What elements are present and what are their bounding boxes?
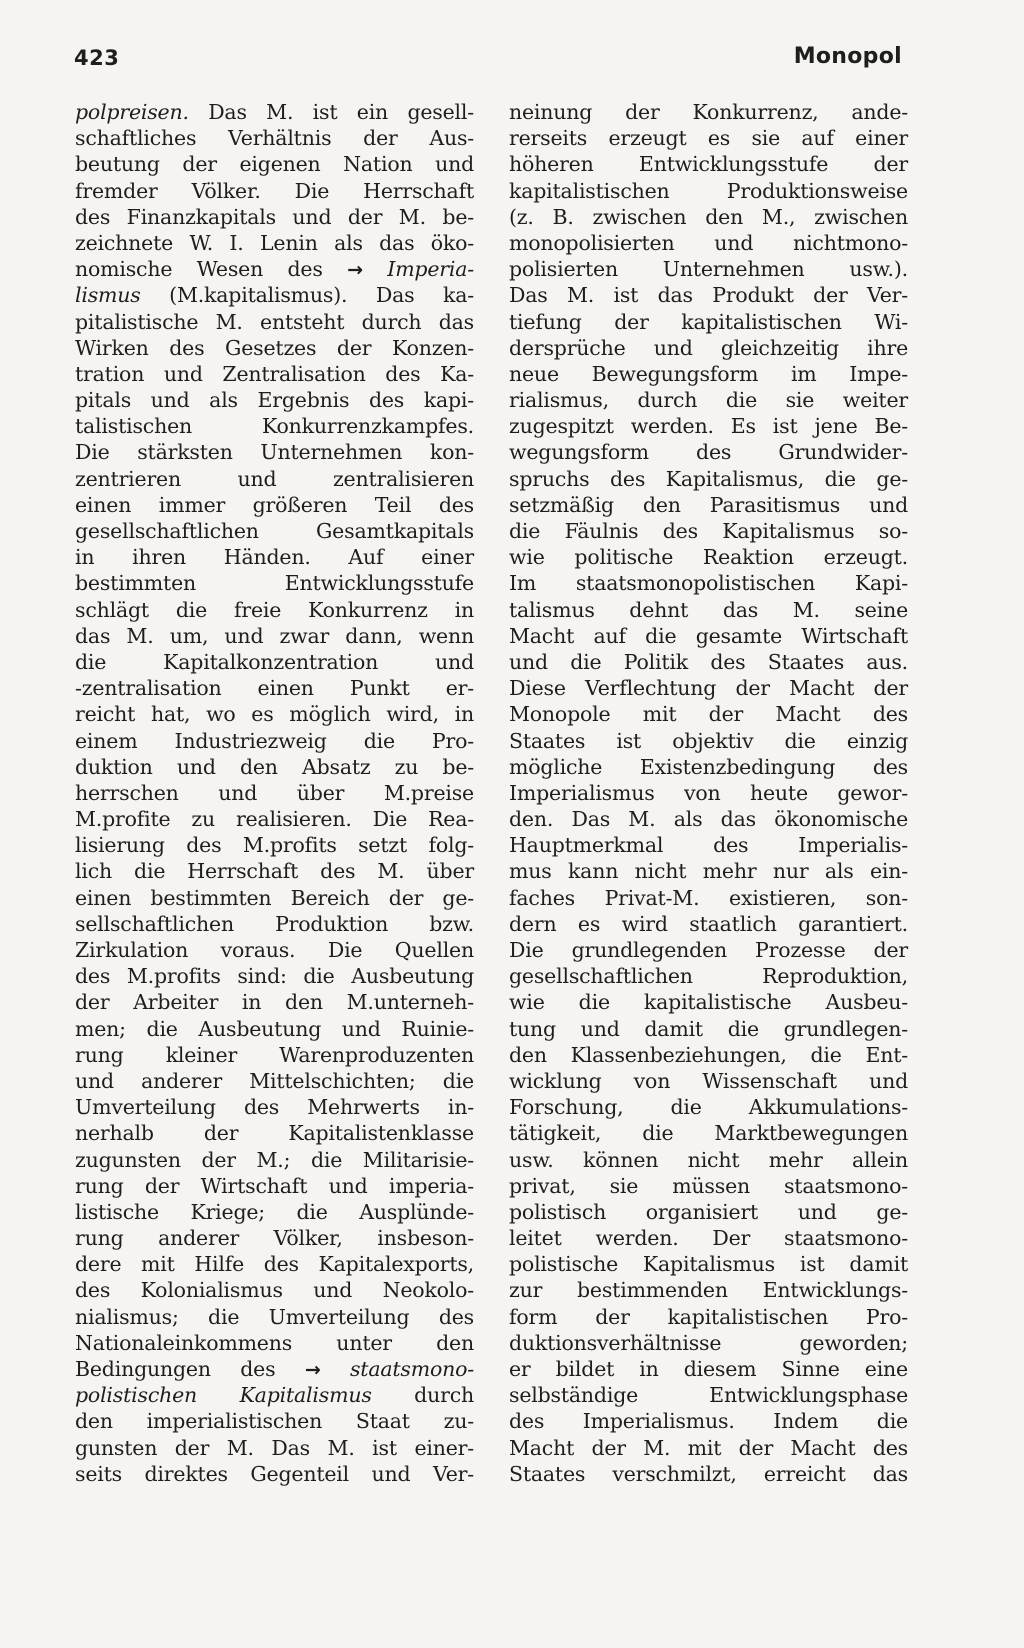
right-text-column bbox=[509, 99, 908, 1487]
text-line: polistisch organisiert und ge- bbox=[509, 1199, 908, 1224]
text-line: lismus (M.kapitalismus). Das ka- bbox=[75, 283, 474, 308]
text-line: dern es wird staatlich garantiert. bbox=[509, 911, 908, 936]
text-line: kapitalistischen Produktionsweise bbox=[509, 178, 908, 203]
text-line: zugunsten der M.; die Militarisie- bbox=[75, 1147, 474, 1172]
text-line: zentrieren und zentralisieren bbox=[75, 466, 474, 491]
text-line: das M. um, und zwar dann, wenn bbox=[75, 623, 474, 648]
text-line: seits direktes Gegenteil und Ver- bbox=[75, 1461, 474, 1486]
text-line: (z. B. zwischen den M., zwischen bbox=[509, 204, 908, 229]
text-line: polistische Kapitalismus ist damit bbox=[509, 1252, 908, 1277]
text-line: tration und Zentralisation des Ka- bbox=[75, 361, 474, 386]
text-line: gesellschaftlichen Reproduktion, bbox=[509, 964, 908, 989]
text-line: neue Bewegungsform im Impe- bbox=[509, 361, 908, 386]
text-line: Bedingungen des → staatsmono- bbox=[75, 1357, 474, 1381]
text-line: Die grundlegenden Prozesse der bbox=[509, 938, 908, 962]
text-line: Das M. ist das Produkt der Ver- bbox=[509, 283, 908, 308]
text-line: in ihren Händen. Auf einer bbox=[75, 545, 474, 570]
text-line: mögliche Existenzbedingung des bbox=[509, 754, 908, 779]
page-number: 423 bbox=[74, 46, 120, 70]
text-line: Diese Verflechtung der Macht der bbox=[509, 676, 908, 701]
text-line: form der kapitalistischen Pro- bbox=[509, 1304, 908, 1329]
text-line: privat, sie müssen staatsmono- bbox=[509, 1173, 908, 1198]
text-line: den Klassenbeziehungen, die Ent- bbox=[509, 1042, 908, 1067]
text-line: den. Das M. als das ökonomische bbox=[509, 807, 908, 832]
text-line: Staates ist objektiv die einzig bbox=[509, 728, 908, 753]
text-line: des Imperialismus. Indem die bbox=[509, 1409, 908, 1434]
text-line: einem Industriezweig die Pro- bbox=[75, 728, 474, 753]
text-line: zugespitzt werden. Es ist jene Be- bbox=[509, 414, 908, 439]
text-line: lich die Herrschaft des M. über bbox=[75, 859, 474, 884]
text-line: rung anderer Völker, insbeson- bbox=[75, 1226, 474, 1251]
text-line: talistischen Konkurrenzkampfes. bbox=[75, 414, 474, 439]
text-line: M.profite zu realisieren. Die Rea- bbox=[75, 807, 474, 832]
text-line: tätigkeit, die Marktbewegungen bbox=[509, 1121, 908, 1146]
text-line: dere mit Hilfe des Kapitalexports, bbox=[75, 1252, 474, 1277]
text-line: lisierung des M.profits setzt folg- bbox=[75, 833, 474, 858]
text-line: pitalistische M. entsteht durch das bbox=[75, 309, 474, 334]
text-line: beutung der eigenen Nation und bbox=[75, 152, 474, 177]
text-line: nerhalb der Kapitalistenklasse bbox=[75, 1121, 474, 1146]
text-line: des Kolonialismus und Neokolo- bbox=[75, 1278, 474, 1303]
text-line: den imperialistischen Staat zu- bbox=[75, 1409, 474, 1434]
text-line: des M.profits sind: die Ausbeutung bbox=[75, 964, 474, 989]
left-text-column bbox=[75, 99, 474, 1487]
text-line: fremder Völker. Die Herrschaft bbox=[75, 178, 474, 203]
text-line: rerseits erzeugt es sie auf einer bbox=[509, 126, 908, 151]
text-line: nomische Wesen des → Imperia- bbox=[75, 257, 474, 282]
running-head: Monopol bbox=[793, 44, 902, 69]
text-line: Macht auf die gesamte Wirtschaft bbox=[509, 623, 908, 648]
text-line: er bildet in diesem Sinne eine bbox=[509, 1357, 908, 1381]
text-line: gesellschaftlichen Gesamtkapitals bbox=[75, 519, 474, 543]
text-line: duktionsverhältnisse geworden; bbox=[509, 1330, 908, 1355]
text-line: Imperialismus von heute gewor- bbox=[509, 780, 908, 805]
text-line: die Kapitalkonzentration und bbox=[75, 649, 474, 674]
text-line: dersprüche und gleichzeitig ihre bbox=[509, 335, 908, 360]
text-line: pitals und als Ergebnis des kapi- bbox=[75, 388, 474, 413]
text-line: selbständige Entwicklungsphase bbox=[509, 1383, 908, 1408]
text-line: rung kleiner Warenproduzenten bbox=[75, 1042, 474, 1067]
text-line: setzmäßig den Parasitismus und bbox=[509, 492, 908, 517]
text-line: reicht hat, wo es möglich wird, in bbox=[75, 702, 474, 727]
text-line: Nationaleinkommens unter den bbox=[75, 1330, 474, 1355]
text-line: usw. können nicht mehr allein bbox=[509, 1147, 908, 1172]
text-line: -zentralisation einen Punkt er- bbox=[75, 676, 474, 701]
text-line: listische Kriege; die Ausplünde- bbox=[75, 1199, 474, 1224]
text-line: bestimmten Entwicklungsstufe bbox=[75, 571, 474, 596]
text-line: tiefung der kapitalistischen Wi- bbox=[509, 309, 908, 334]
text-line: einen immer größeren Teil des bbox=[75, 492, 474, 517]
text-line: Umverteilung des Mehrwerts in- bbox=[75, 1095, 474, 1120]
text-line: polisierten Unternehmen usw.). bbox=[509, 257, 908, 282]
text-line: leitet werden. Der staatsmono- bbox=[509, 1226, 908, 1251]
text-line: neinung der Konkurrenz, ande- bbox=[509, 100, 908, 124]
text-line: Macht der M. mit der Macht des bbox=[509, 1435, 908, 1460]
text-line: Hauptmerkmal des Imperialis- bbox=[509, 833, 908, 858]
text-line: wie politische Reaktion erzeugt. bbox=[509, 545, 908, 570]
text-line: schaftliches Verhältnis der Aus- bbox=[75, 126, 474, 151]
text-line: die Fäulnis des Kapitalismus so- bbox=[509, 519, 908, 543]
text-line: einen bestimmten Bereich der ge- bbox=[75, 885, 474, 910]
text-line: höheren Entwicklungsstufe der bbox=[509, 152, 908, 177]
text-line: monopolisierten und nichtmono- bbox=[509, 230, 908, 255]
text-line: duktion und den Absatz zu be- bbox=[75, 754, 474, 779]
text-line: und anderer Mittelschichten; die bbox=[75, 1068, 474, 1093]
text-line: zeichnete W. I. Lenin als das öko- bbox=[75, 230, 474, 255]
text-line: polpreisen. Das M. ist ein gesell- bbox=[75, 100, 474, 124]
text-line: der Arbeiter in den M.unterneh- bbox=[75, 990, 474, 1015]
text-line: zur bestimmenden Entwicklungs- bbox=[509, 1278, 908, 1303]
text-line: Zirkulation voraus. Die Quellen bbox=[75, 938, 474, 962]
text-line: gunsten der M. Das M. ist einer- bbox=[75, 1435, 474, 1460]
text-line: sellschaftlichen Produktion bzw. bbox=[75, 911, 474, 936]
text-line: wie die kapitalistische Ausbeu- bbox=[509, 990, 908, 1015]
text-line: Wirken des Gesetzes der Konzen- bbox=[75, 335, 474, 360]
text-line: men; die Ausbeutung und Ruinie- bbox=[75, 1016, 474, 1041]
text-line: Die stärksten Unternehmen kon- bbox=[75, 440, 474, 465]
text-line: wegungsform des Grundwider- bbox=[509, 440, 908, 465]
text-line: mus kann nicht mehr nur als ein- bbox=[509, 859, 908, 884]
text-line: wicklung von Wissenschaft und bbox=[509, 1068, 908, 1093]
text-line: Monopole mit der Macht des bbox=[509, 702, 908, 727]
text-line: schlägt die freie Konkurrenz in bbox=[75, 597, 474, 622]
text-line: rialismus, durch die sie weiter bbox=[509, 388, 908, 413]
text-line: des Finanzkapitals und der M. be- bbox=[75, 204, 474, 229]
text-line: spruchs des Kapitalismus, die ge- bbox=[509, 466, 908, 491]
text-line: Im staatsmonopolistischen Kapi- bbox=[509, 571, 908, 596]
text-line: Staates verschmilzt, erreicht das bbox=[509, 1461, 908, 1486]
text-line: talismus dehnt das M. seine bbox=[509, 597, 908, 622]
text-line: tung und damit die grundlegen- bbox=[509, 1016, 908, 1041]
text-line: Forschung, die Akkumulations- bbox=[509, 1095, 908, 1120]
text-line: herrschen und über M.preise bbox=[75, 780, 474, 805]
text-line: und die Politik des Staates aus. bbox=[509, 649, 908, 674]
text-line: nialismus; die Umverteilung des bbox=[75, 1304, 474, 1329]
text-line: polistischen Kapitalismus durch bbox=[75, 1383, 474, 1408]
text-line: faches Privat-M. existieren, son- bbox=[509, 885, 908, 910]
text-line: rung der Wirtschaft und imperia- bbox=[75, 1173, 474, 1198]
